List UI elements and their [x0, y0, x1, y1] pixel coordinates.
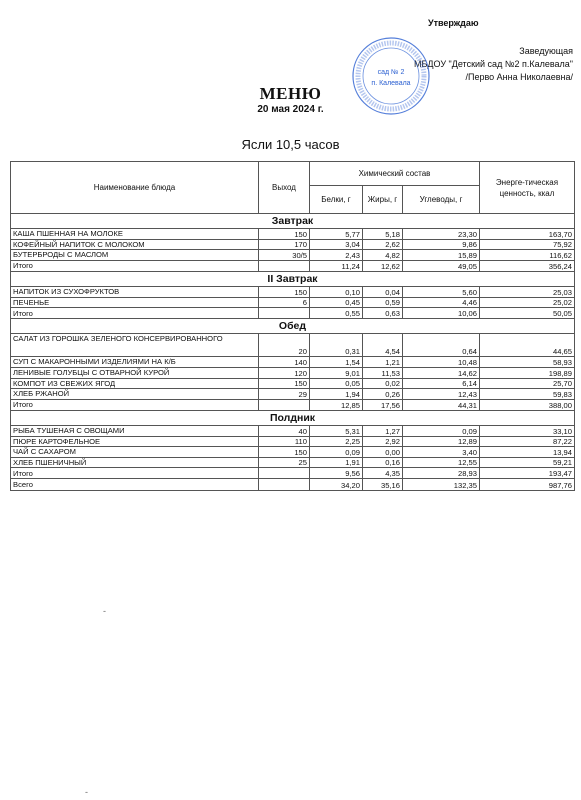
dish-output: 30/5: [259, 250, 310, 261]
dish-carbs: 9,86: [403, 239, 480, 250]
dish-carbs: 0,64: [403, 334, 480, 357]
dish-fat: 1,21: [363, 357, 403, 368]
header-output: Выход: [259, 162, 310, 214]
dish-energy: 163,70: [480, 229, 575, 240]
total-carbs: 28,93: [403, 468, 480, 479]
total-label: Итого: [11, 260, 259, 271]
menu-table: [10, 161, 575, 491]
dish-protein: 2,43: [310, 250, 363, 261]
menu-body: [11, 214, 575, 491]
total-output-empty: [259, 260, 310, 271]
dish-output: 40: [259, 425, 310, 436]
dish-name: ЛЕНИВЫЕ ГОЛУБЦЫ С ОТВАРНОЙ КУРОЙ: [11, 367, 259, 378]
table-row: [11, 239, 575, 250]
section-title: II Завтрак: [11, 271, 575, 286]
dish-energy: 44,65: [480, 334, 575, 357]
dish-fat: 2,92: [363, 436, 403, 447]
dish-fat: 1,27: [363, 425, 403, 436]
total-output-empty: [259, 399, 310, 410]
table-row: [11, 436, 575, 447]
total-energy: 193,47: [480, 468, 575, 479]
dish-output: 25: [259, 457, 310, 468]
approval-title: Утверждаю: [428, 18, 479, 28]
total-carbs: 10,06: [403, 308, 480, 319]
total-label: Итого: [11, 468, 259, 479]
dish-energy: 75,92: [480, 239, 575, 250]
total-row: [11, 399, 575, 410]
dish-energy: 116,62: [480, 250, 575, 261]
total-energy: 388,00: [480, 399, 575, 410]
dish-energy: 59,83: [480, 389, 575, 400]
header-name: Наименование блюда: [11, 162, 259, 214]
approval-position: Заведующая: [519, 46, 573, 56]
grand-total-label: Всего: [11, 479, 259, 490]
header-carbs: Углеводы, г: [403, 186, 480, 214]
dish-output: 140: [259, 357, 310, 368]
dish-carbs: 12,43: [403, 389, 480, 400]
section-header-row: [11, 410, 575, 425]
dish-carbs: 6,14: [403, 378, 480, 389]
dish-energy: 25,70: [480, 378, 575, 389]
dish-energy: 198,89: [480, 367, 575, 378]
total-output-empty: [259, 468, 310, 479]
header-energy: Энерге-тическая ценность, ккал: [480, 162, 575, 214]
total-row: [11, 468, 575, 479]
stamp-text-line: п. Калевала: [371, 80, 411, 87]
dish-fat: 0,16: [363, 457, 403, 468]
dish-name: КАША ПШЕННАЯ НА МОЛОКЕ: [11, 229, 259, 240]
total-row: [11, 308, 575, 319]
dish-name: КОМПОТ ИЗ СВЕЖИХ ЯГОД: [11, 378, 259, 389]
grand-total-output-empty: [259, 479, 310, 490]
dish-fat: 4,54: [363, 334, 403, 357]
dish-name: КОФЕЙНЫЙ НАПИТОК С МОЛОКОМ: [11, 239, 259, 250]
table-row: [11, 367, 575, 378]
dish-protein: 9,01: [310, 367, 363, 378]
section-title: Обед: [11, 319, 575, 334]
dish-output: 120: [259, 367, 310, 378]
total-energy: 356,24: [480, 260, 575, 271]
dish-protein: 0,45: [310, 297, 363, 308]
dish-output: 110: [259, 436, 310, 447]
dish-name: СУП С МАКАРОННЫМИ ИЗДЕЛИЯМИ НА К/Б: [11, 357, 259, 368]
table-row: [11, 357, 575, 368]
table-row: [11, 334, 575, 357]
grand-total-protein: 34,20: [310, 479, 363, 490]
dish-protein: 2,25: [310, 436, 363, 447]
section-header-row: [11, 271, 575, 286]
total-protein: 9,56: [310, 468, 363, 479]
dish-output: 170: [259, 239, 310, 250]
dish-output: 150: [259, 447, 310, 458]
dish-fat: 11,53: [363, 367, 403, 378]
total-energy: 50,05: [480, 308, 575, 319]
total-protein: 12,85: [310, 399, 363, 410]
dish-fat: 0,04: [363, 286, 403, 297]
dish-carbs: 12,55: [403, 457, 480, 468]
dish-fat: 0,00: [363, 447, 403, 458]
section-title: Полдник: [11, 410, 575, 425]
dish-carbs: 12,89: [403, 436, 480, 447]
grand-total-energy: 987,76: [480, 479, 575, 490]
dish-protein: 0,09: [310, 447, 363, 458]
total-row: [11, 260, 575, 271]
page-title: МЕНЮ: [259, 84, 322, 103]
total-label: Итого: [11, 308, 259, 319]
dish-name: САЛАТ ИЗ ГОРОШКА ЗЕЛЕНОГО КОНСЕРВИРОВАННОГО: [11, 334, 259, 357]
dish-protein: 5,31: [310, 425, 363, 436]
dish-output: 6: [259, 297, 310, 308]
header-chem: Химический состав: [310, 162, 480, 186]
header-fat: Жиры, г: [363, 186, 403, 214]
dish-fat: 5,18: [363, 229, 403, 240]
table-row: [11, 378, 575, 389]
menu-group: Ясли 10,5 часов: [241, 137, 340, 152]
total-output-empty: [259, 308, 310, 319]
section-header-row: [11, 319, 575, 334]
dish-carbs: 14,62: [403, 367, 480, 378]
table-row: [11, 297, 575, 308]
dish-fat: 2,62: [363, 239, 403, 250]
grand-total-carbs: 132,35: [403, 479, 480, 490]
dish-protein: 3,04: [310, 239, 363, 250]
approval-person: /Перво Анна Николаевна/: [465, 72, 573, 82]
total-fat: 0,63: [363, 308, 403, 319]
menu-date: 20 мая 2024 г.: [257, 104, 324, 115]
dish-name: ЧАЙ С САХАРОМ: [11, 447, 259, 458]
total-fat: 4,35: [363, 468, 403, 479]
dish-carbs: 15,89: [403, 250, 480, 261]
dish-carbs: 3,40: [403, 447, 480, 458]
dish-output: 150: [259, 229, 310, 240]
total-label: Итого: [11, 399, 259, 410]
table-row: [11, 425, 575, 436]
dish-energy: 25,03: [480, 286, 575, 297]
grand-total-fat: 35,16: [363, 479, 403, 490]
dish-output: 20: [259, 334, 310, 357]
dish-energy: 13,94: [480, 447, 575, 458]
dish-protein: 5,77: [310, 229, 363, 240]
total-carbs: 49,05: [403, 260, 480, 271]
scan-mark: -: [85, 787, 88, 797]
dish-fat: 0,59: [363, 297, 403, 308]
approval-org: МБДОУ "Детский сад №2 п.Калевала": [414, 59, 573, 69]
dish-output: 150: [259, 286, 310, 297]
dish-protein: 1,54: [310, 357, 363, 368]
dish-fat: 4,82: [363, 250, 403, 261]
dish-energy: 33,10: [480, 425, 575, 436]
dish-protein: 1,91: [310, 457, 363, 468]
grand-total-row: [11, 479, 575, 490]
scan-mark: -: [103, 606, 106, 616]
dish-protein: 1,94: [310, 389, 363, 400]
dish-name: ПЮРЕ КАРТОФЕЛЬНОЕ: [11, 436, 259, 447]
dish-carbs: 4,46: [403, 297, 480, 308]
dish-name: ХЛЕБ РЖАНОЙ: [11, 389, 259, 400]
total-protein: 11,24: [310, 260, 363, 271]
stamp-text-line: сад № 2: [377, 69, 405, 76]
dish-output: 29: [259, 389, 310, 400]
dish-energy: 87,22: [480, 436, 575, 447]
dish-name: РЫБА ТУШЕНАЯ С ОВОЩАМИ: [11, 425, 259, 436]
table-row: [11, 389, 575, 400]
dish-fat: 0,02: [363, 378, 403, 389]
dish-carbs: 10,48: [403, 357, 480, 368]
total-carbs: 44,31: [403, 399, 480, 410]
section-header-row: [11, 214, 575, 229]
table-row: [11, 447, 575, 458]
table-row: [11, 250, 575, 261]
table-row: [11, 457, 575, 468]
total-fat: 12,62: [363, 260, 403, 271]
dish-name: НАПИТОК ИЗ СУХОФРУКТОВ: [11, 286, 259, 297]
dish-name: ХЛЕБ ПШЕНИЧНЫЙ: [11, 457, 259, 468]
dish-name: ПЕЧЕНЬЕ: [11, 297, 259, 308]
dish-name: БУТЕРБРОДЫ С МАСЛОМ: [11, 250, 259, 261]
dish-output: 150: [259, 378, 310, 389]
dish-energy: 58,93: [480, 357, 575, 368]
dish-energy: 59,21: [480, 457, 575, 468]
total-fat: 17,56: [363, 399, 403, 410]
dish-fat: 0,26: [363, 389, 403, 400]
table-row: [11, 229, 575, 240]
header-protein: Белки, г: [310, 186, 363, 214]
table-row: [11, 286, 575, 297]
dish-carbs: 0,09: [403, 425, 480, 436]
dish-energy: 25,02: [480, 297, 575, 308]
dish-protein: 0,05: [310, 378, 363, 389]
section-title: Завтрак: [11, 214, 575, 229]
total-protein: 0,55: [310, 308, 363, 319]
dish-carbs: 23,30: [403, 229, 480, 240]
dish-protein: 0,10: [310, 286, 363, 297]
dish-carbs: 5,60: [403, 286, 480, 297]
dish-protein: 0,31: [310, 334, 363, 357]
